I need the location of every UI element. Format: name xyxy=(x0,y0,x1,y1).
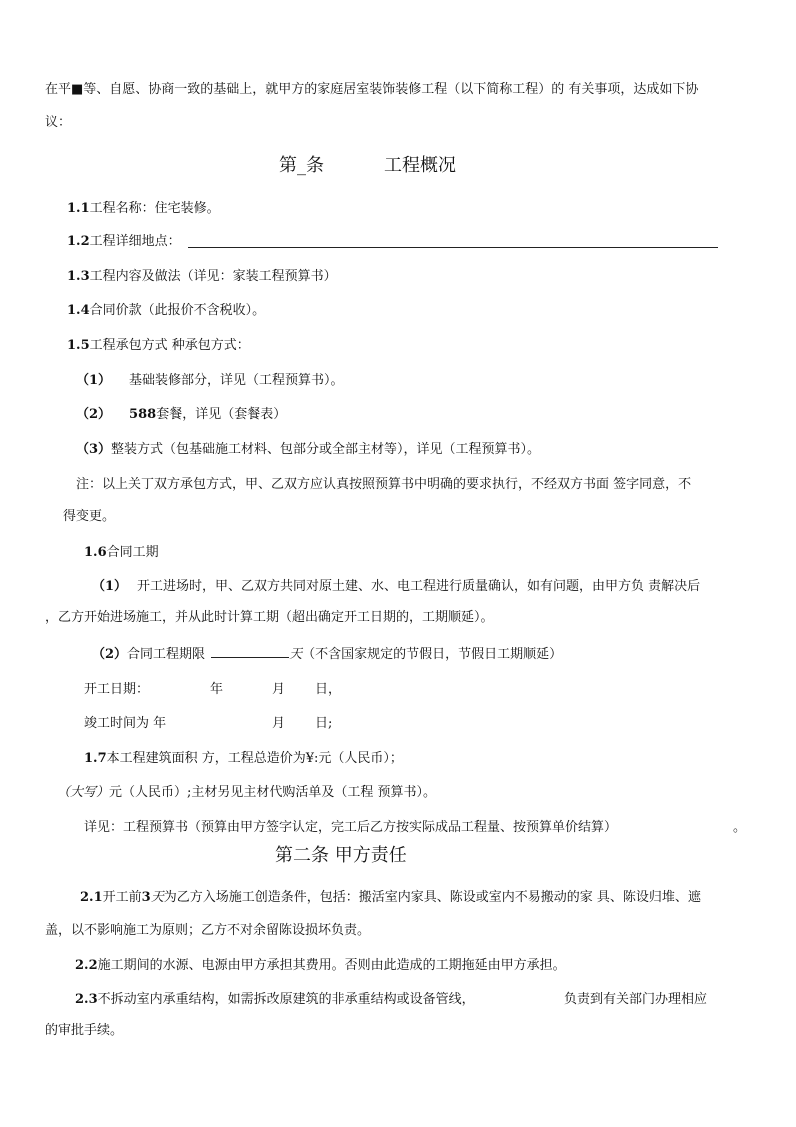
section-text: 施工期间的水源、电源由甲方承担其费用。否则由此造成的工期拖延由甲方承担。 xyxy=(97,958,566,973)
start-date-month: 月 xyxy=(272,682,286,697)
clause-number: （2） xyxy=(92,647,128,662)
section-number: 1.7 xyxy=(84,751,107,766)
clause-number: （1） xyxy=(92,579,128,594)
note-line-2: 得变更。 xyxy=(63,509,116,524)
section-1-3 xyxy=(67,268,337,286)
article-1-title-prefix: 第_条 xyxy=(279,155,324,176)
option-text: 整装方式（包基础施工材料、包部分或全部主材等），详见（工程预算书）。 xyxy=(111,442,541,457)
uppercase-amount-label: （大写） xyxy=(57,785,110,800)
section-number: 1.6 xyxy=(84,545,107,560)
section-1-7 xyxy=(84,750,403,768)
section-text: 工程承包方式 种承包方式： xyxy=(89,338,250,353)
option-text: 套餐，详见（套餐表） xyxy=(156,407,287,422)
section-number: 2.3 xyxy=(75,992,98,1007)
clause-text: 合同工程期限 xyxy=(127,647,206,662)
section-2-2 xyxy=(75,957,566,975)
intro-line-1: 在平■等、自愿、协商一致的基础上，就甲方的家庭居室装饰装修工程（以下简称工程）的 有关事项，达成如下协 xyxy=(45,82,699,97)
clause-text: 开工进场时，甲、乙双方共同对原土建、水、电工程进行质量确认，如有问题，由甲方负 责解决后 xyxy=(137,579,701,594)
option-number: （2） xyxy=(76,407,112,422)
section-2-3-responsibility: 负责到有关部门办理相应 xyxy=(564,992,708,1007)
section-number: 1.4 xyxy=(67,303,90,318)
section-number: 1.1 xyxy=(67,201,90,216)
section-1-7-details xyxy=(84,819,617,837)
completion-date-label: 竣工时间为 年 xyxy=(84,716,167,731)
section-text: 不拆动室内承重结构，如需拆改原建筑的非承重结构或设备管线， xyxy=(97,992,475,1007)
section-text-rest: 为乙方入场施工创造条件，包括：搬活室内家具、陈设或室内不易搬动的家 具、陈设归堆、遮 xyxy=(163,890,701,905)
clause-1-6-1-continued: ，乙方开始进场施工，并从此时计算工期（超出确定开工日期的，工期顺延）。 xyxy=(45,610,494,625)
days-number: 3 xyxy=(141,890,151,905)
completion-date-month: 月 xyxy=(272,716,286,731)
duration-blank-line xyxy=(211,645,289,658)
note-line-1: 注：以上关丁双方承包方式，甲、乙双方应认真按照预算书中明确的要求执行，不经双方书面 签字同意，不 xyxy=(76,477,692,492)
section-text: 工程详细地点： xyxy=(89,234,181,249)
section-number: 2.1 xyxy=(80,890,103,905)
clause-1-6-2 xyxy=(92,645,562,664)
section-1-1 xyxy=(67,200,220,218)
section-number: 1.3 xyxy=(67,269,90,284)
option-number: （1） xyxy=(76,373,112,388)
section-text: 合同工期 xyxy=(106,545,159,560)
section-text: 工程内容及做法（详见：家装工程预算书） xyxy=(89,269,337,284)
section-text: 工程名称：住宅装修。 xyxy=(89,201,220,216)
package-number: 588 xyxy=(129,407,157,422)
section-1-5 xyxy=(67,337,250,355)
section-1-6 xyxy=(84,544,159,562)
days-unit: 天 xyxy=(289,647,303,662)
article-2-title: 第二条 甲方责任 xyxy=(275,845,407,866)
section-number: 2.2 xyxy=(75,958,98,973)
start-date-day: 日， xyxy=(315,682,342,697)
start-date-year: 年 xyxy=(210,682,224,697)
section-text: 开工前 xyxy=(102,890,142,905)
intro-line-2: 议： xyxy=(45,115,72,130)
section-2-1-continued: 盖，以不影响施工为原则；乙方不对余留陈设损坏负责。 xyxy=(45,923,371,938)
section-text: 元（人民币）;主材另见主材代购活单及（工程 预算书）。 xyxy=(109,785,437,800)
completion-date-day: 日; xyxy=(315,716,333,731)
clause-1-6-1 xyxy=(92,578,700,596)
days-unit: 天 xyxy=(150,890,164,905)
start-date-label: 开工日期： xyxy=(84,682,150,697)
article-1-title: 工程概况 xyxy=(384,155,456,176)
option-number: （3） xyxy=(76,442,112,457)
section-2-3-continued: 的审批手续。 xyxy=(45,1023,124,1038)
option-3 xyxy=(76,441,540,459)
section-text: 本工程建筑面积 方，工程总造价为¥:元（人民币）； xyxy=(106,751,403,766)
section-number: 1.5 xyxy=(67,338,90,353)
section-1-7-end-mark: 。 xyxy=(733,820,747,835)
section-1-7-amount-words xyxy=(57,784,436,802)
section-2-3 xyxy=(75,991,475,1009)
option-2 xyxy=(76,406,286,424)
section-2-1 xyxy=(80,889,701,907)
section-1-2 xyxy=(67,233,181,251)
section-1-4 xyxy=(67,302,265,320)
option-text: 基础装修部分，详见（工程预算书）。 xyxy=(129,373,344,388)
section-text: 详见：工程预算书（预算由甲方签字认定，完工后乙方按实际成品工程量、按预算单价结算） xyxy=(84,820,618,835)
option-1 xyxy=(76,372,344,390)
section-number: 1.2 xyxy=(67,234,90,249)
section-text: 合同价款（此报价不含税收）。 xyxy=(89,303,266,318)
clause-text-rest: （不含国家规定的节假日，节假日工期顺延） xyxy=(302,647,563,662)
address-blank-line xyxy=(188,235,718,248)
